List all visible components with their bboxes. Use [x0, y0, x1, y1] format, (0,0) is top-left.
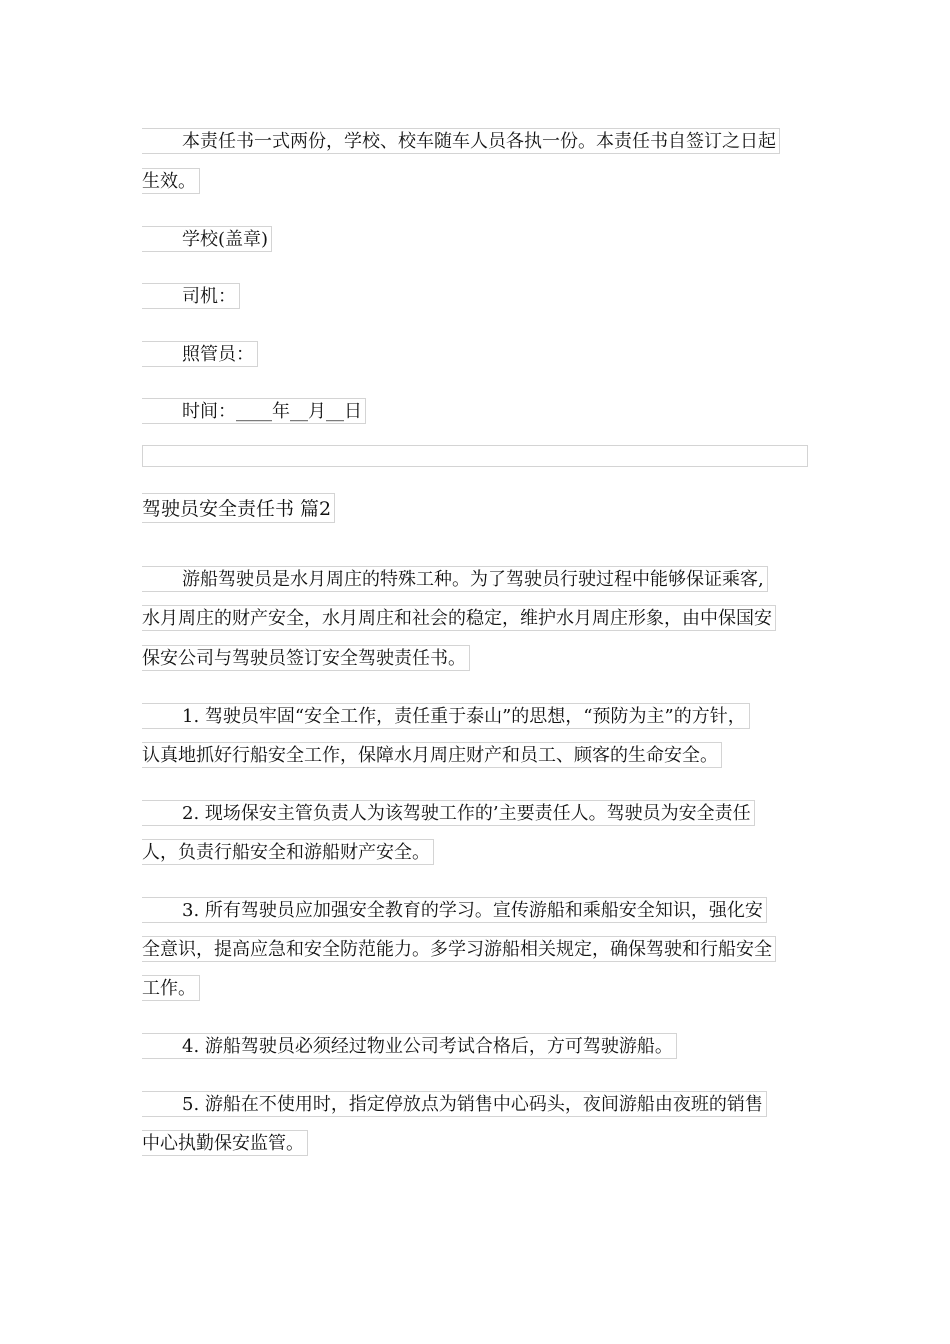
driver-signature-line: 司机： — [142, 283, 240, 309]
date-line: 时间：____年__月__日 — [142, 398, 366, 424]
list-item-2-cont: 人，负责行船安全和游船财产安全。 — [142, 839, 434, 865]
paragraph-line: 保安公司与驾驶员签订安全驾驶责任书。 — [142, 645, 470, 671]
list-item-3-cont: 工作。 — [142, 975, 200, 1001]
list-item-3-cont: 全意识，提高应急和安全防范能力。多学习游船相关规定，确保驾驶和行船安全 — [142, 936, 776, 962]
paragraph-line: 水月周庄的财产安全，水月周庄和社会的稳定，维护水月周庄形象，由中保国安 — [142, 605, 776, 631]
caretaker-signature-line: 照管员： — [142, 341, 258, 367]
list-item-1: 1. 驾驶员牢固“安全工作，责任重于泰山”的思想，“预防为主”的方针， — [142, 703, 750, 729]
list-item-5: 5. 游船在不使用时，指定停放点为销售中心码头，夜间游船由夜班的销售 — [142, 1091, 767, 1117]
list-item-3: 3. 所有驾驶员应加强安全教育的学习。宣传游船和乘船安全知识，强化安 — [142, 897, 767, 923]
list-item-2: 2. 现场保安主管负责人为该驾驶工作的’主要责任人。驾驶员为安全责任 — [142, 800, 755, 826]
list-item-5-cont: 中心执勤保安监管。 — [142, 1130, 308, 1156]
list-item-4: 4. 游船驾驶员必须经过物业公司考试合格后，方可驾驶游船。 — [142, 1033, 677, 1059]
paragraph-line: 游船驾驶员是水月周庄的特殊工种。为了驾驶员行驶过程中能够保证乘客, — [142, 566, 768, 592]
list-item-1-cont: 认真地抓好行船安全工作，保障水月周庄财产和员工、顾客的生命安全。 — [142, 742, 722, 768]
school-stamp-line: 学校(盖章) — [142, 226, 272, 252]
blank-row — [142, 445, 808, 467]
paragraph-line: 本责任书一式两份，学校、校车随车人员各执一份。本责任书自签订之日起 — [142, 128, 780, 154]
paragraph-line: 生效。 — [142, 168, 200, 194]
section-title: 驾驶员安全责任书 篇2 — [142, 493, 335, 523]
